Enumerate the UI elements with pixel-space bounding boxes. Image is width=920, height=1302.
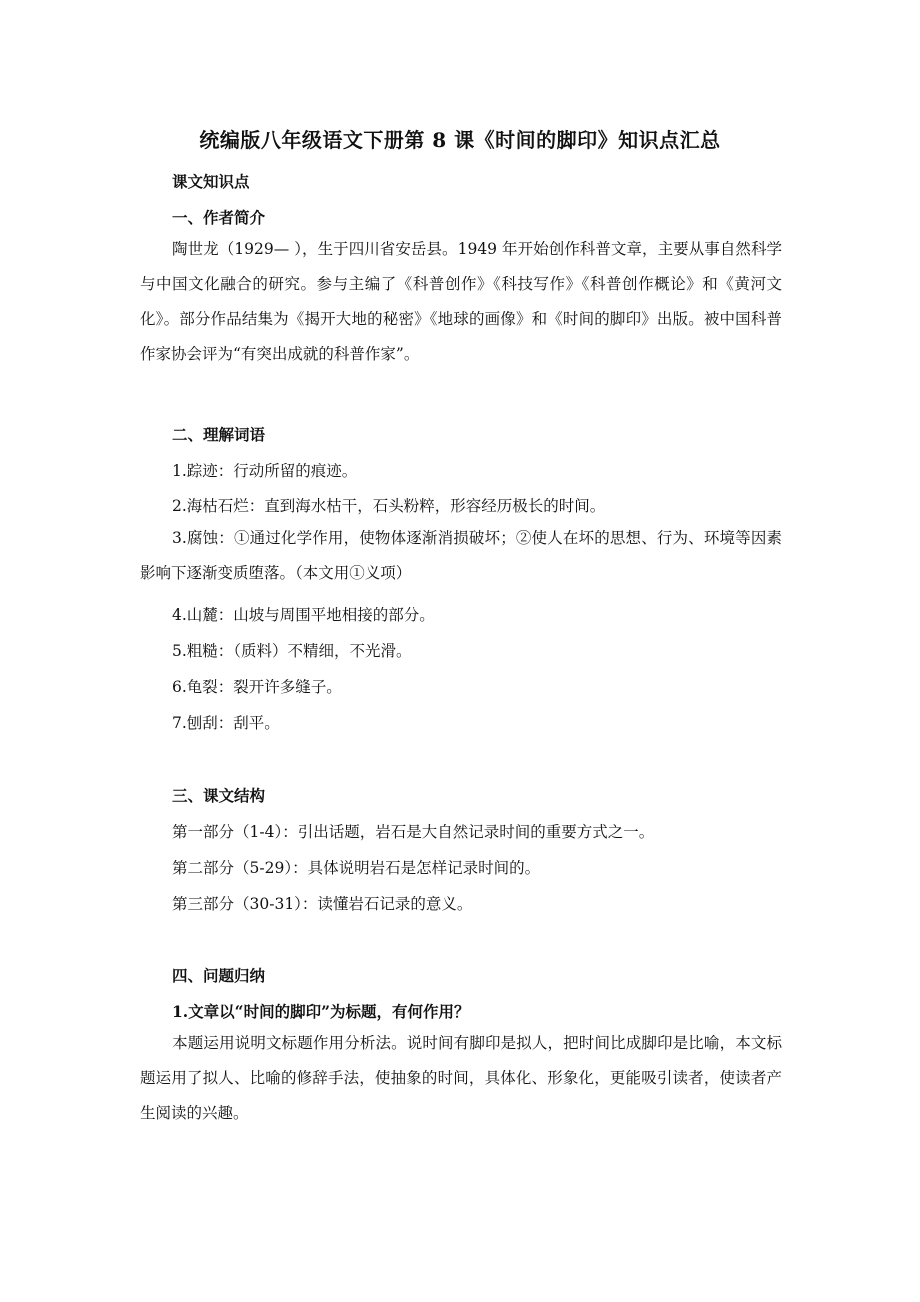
structure-item: 第二部分（5-29）：具体说明岩石是怎样记录时间的。 (172, 859, 541, 877)
vocab-item: 3.腐蚀：①通过化学作用，使物体逐渐消损破坏；②使人在坏的思想、行为、环境等因素影响下逐渐变质堕落。（本文用①义项） (140, 529, 782, 582)
structure-item: 第一部分（1-4）：引出话题，岩石是大自然记录时间的重要方式之一。 (172, 823, 655, 841)
author-text: 陶世龙（1929— ），生于四川省安岳县。1949 年开始创作科普文章，主要从事自然科学与中国文化融合的研究。参与主编了《科普创作》《科技写作》《科普创作概论》和《黄河文化》。部分作品结集为《揭开大地的秘密》《地球的画像》和《时间的脚印》出版。被中国科普作家协会评为“有突出成就的科普作家”。 (140, 240, 782, 363)
author-heading: 一、作者简介 (172, 208, 266, 227)
vocab-item: 4.山麓：山坡与周围平地相接的部分。 (172, 606, 435, 624)
vocab-paragraph (140, 521, 782, 591)
questions-heading: 四、问题归纳 (172, 966, 266, 985)
vocab-item: 2.海枯石烂：直到海水枯干，石头粉粹，形容经历极长的时间。 (172, 497, 606, 515)
answer-paragraph (140, 1026, 782, 1131)
vocab-item: 5.粗糙：（质料）不精细，不光滑。 (172, 642, 412, 660)
vocab-item: 7.刨刮：刮平。 (172, 714, 280, 732)
vocab-item: 1.踪迹：行动所留的痕迹。 (172, 462, 358, 480)
structure-heading: 三、课文结构 (172, 786, 266, 805)
question-1: 1.文章以“时间的脚印”为标题，有何作用？ (172, 1002, 470, 1021)
document-title: 统编版八年级语文下册第 8 课《时间的脚印》知识点汇总 (199, 128, 721, 152)
structure-item: 第三部分（30-31）：读懂岩石记录的意义。 (172, 895, 473, 913)
vocab-heading: 二、理解词语 (172, 425, 266, 444)
section-heading-main: 课文知识点 (172, 172, 250, 191)
answer-1: 本题运用说明文标题作用分析法。说时间有脚印是拟人，把时间比成脚印是比喻，本文标题运用了拟人、比喻的修辞手法，使抽象的时间，具体化、形象化，更能吸引读者，使读者产生阅读的兴趣。 (140, 1034, 782, 1122)
author-paragraph (140, 232, 782, 372)
vocab-item: 6.龟裂：裂开许多缝子。 (172, 678, 342, 696)
